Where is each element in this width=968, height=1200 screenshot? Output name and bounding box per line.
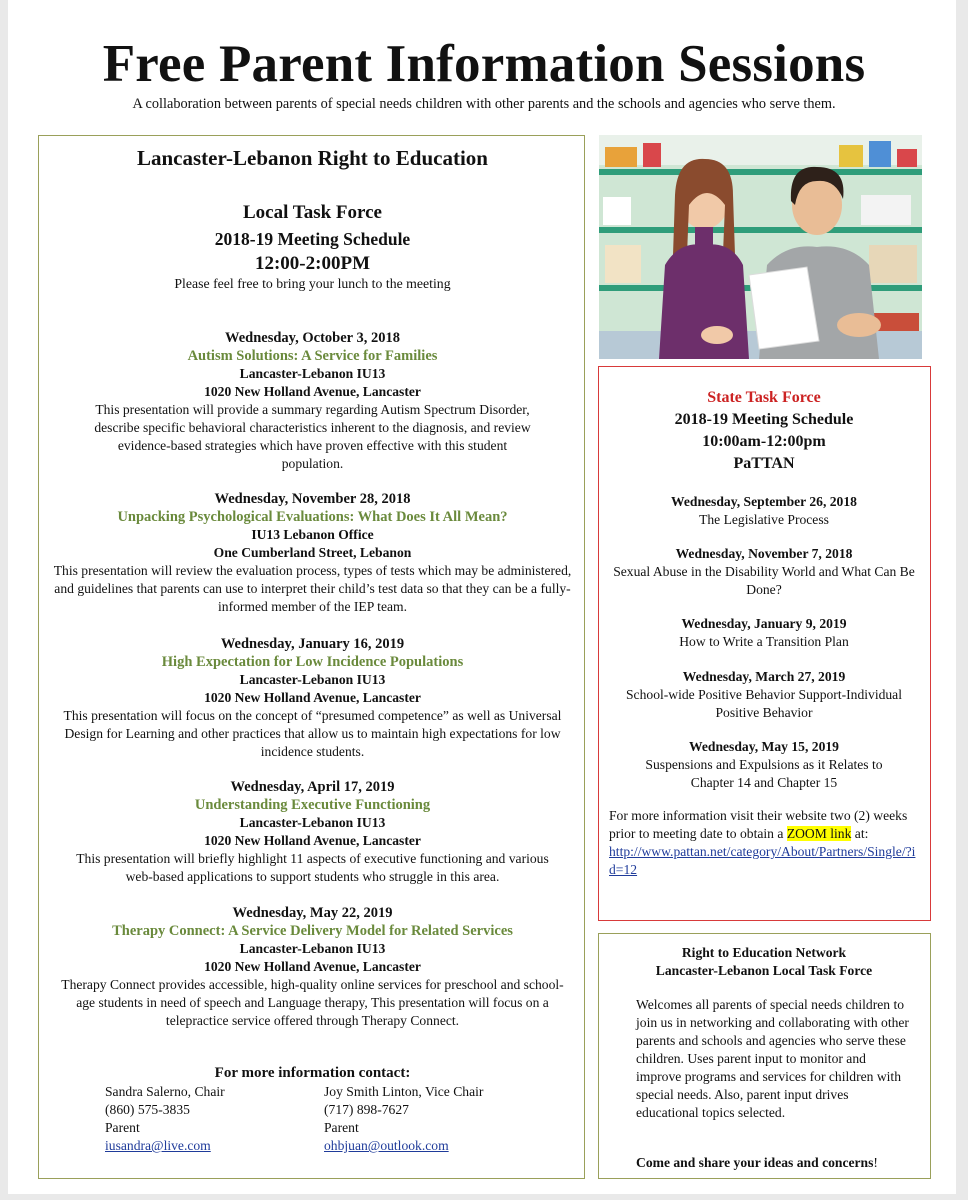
session-address: 1020 New Holland Avenue, Lancaster bbox=[204, 384, 421, 399]
session-venue: Lancaster-Lebanon IU13 bbox=[239, 366, 386, 381]
session-address: One Cumberland Street, Lebanon bbox=[213, 545, 412, 560]
contact-title: For more information contact: bbox=[214, 1065, 411, 1081]
session-item bbox=[53, 490, 572, 616]
page-title: Free Parent Information Sessions bbox=[102, 35, 866, 93]
meeting-topic: School-wide Positive Behavior Support-Individual Positive Behavior bbox=[626, 687, 902, 720]
page-subtitle: A collaboration between parents of special needs children with other parents and the schools and agencies who serve them. bbox=[132, 96, 836, 112]
state-title: State Task Force bbox=[707, 389, 821, 406]
info-suffix: at: bbox=[854, 826, 869, 841]
network-box bbox=[598, 933, 931, 1179]
parents-photo bbox=[599, 135, 922, 359]
session-venue: Lancaster-Lebanon IU13 bbox=[239, 672, 386, 687]
contact-role: Parent bbox=[324, 1120, 359, 1135]
local-group-heading: Local Task Force bbox=[243, 202, 382, 223]
network-description: Welcomes all parents of special needs children to join us in networking and collaborating with other parents and schools and agencies who serve these children. Uses parent input to monitor and improve programs and services for children with special needs. Also, parent input drives educational topics selected. bbox=[636, 997, 909, 1120]
session-description: This presentation will provide a summary regarding Autism Spectrum Disorder, describe specific behavioral characteristics inherent to the diagnosis, and review evidence-based strategies which have proven effective with this student population. bbox=[94, 402, 531, 471]
session-date: Wednesday, May 22, 2019 bbox=[232, 905, 393, 921]
meeting-date: Wednesday, March 27, 2019 bbox=[682, 669, 846, 684]
closing-punct: ! bbox=[873, 1155, 878, 1170]
page-edge-right bbox=[956, 0, 968, 1200]
contact-phone: (860) 575-3835 bbox=[105, 1102, 190, 1117]
page-edge-left bbox=[0, 0, 8, 1200]
session-date: Wednesday, April 17, 2019 bbox=[230, 779, 395, 795]
state-meeting bbox=[599, 738, 929, 792]
network-title-line1: Right to Education Network bbox=[681, 945, 847, 960]
session-topic: High Expectation for Low Incidence Populations bbox=[161, 654, 464, 670]
state-meeting bbox=[599, 668, 929, 722]
session-item bbox=[53, 904, 572, 1030]
meeting-date: Wednesday, November 7, 2018 bbox=[675, 546, 853, 561]
session-address: 1020 New Holland Avenue, Lancaster bbox=[204, 833, 421, 848]
state-venue: PaTTAN bbox=[733, 455, 795, 472]
contact-name: Joy Smith Linton, Vice Chair bbox=[324, 1084, 484, 1099]
session-topic: Understanding Executive Functioning bbox=[194, 797, 431, 813]
info-text: For more information visit their website two (2) weeks prior to meeting date to obtain a bbox=[609, 808, 908, 841]
contact-email-link[interactable]: iusandra@live.com bbox=[105, 1138, 211, 1153]
meeting-date: Wednesday, January 9, 2019 bbox=[681, 616, 847, 631]
meeting-topic: The Legislative Process bbox=[699, 512, 829, 527]
session-address: 1020 New Holland Avenue, Lancaster bbox=[204, 959, 421, 974]
session-address: 1020 New Holland Avenue, Lancaster bbox=[204, 690, 421, 705]
session-topic: Autism Solutions: A Service for Families bbox=[187, 348, 438, 364]
session-description: This presentation will focus on the concept of “presumed competence” as well as Universal Design for Learning and other practices that allow us to maintain high expectations for low incidence students. bbox=[63, 708, 562, 759]
session-description: Therapy Connect provides accessible, high-quality online services for preschool and school-age students in need of speech and Language therapy, This presentation will focus on a telepractice service offered through Therapy Connect. bbox=[61, 977, 564, 1028]
session-topic: Unpacking Psychological Evaluations: What Does It All Mean? bbox=[117, 509, 508, 525]
meeting-topic: How to Write a Transition Plan bbox=[679, 634, 849, 649]
state-more-info bbox=[609, 807, 921, 879]
session-venue: IU13 Lebanon Office bbox=[251, 527, 374, 542]
org-heading: Lancaster-Lebanon Right to Education bbox=[136, 146, 488, 170]
session-item bbox=[53, 778, 572, 886]
state-meeting bbox=[599, 545, 929, 599]
meeting-topic: Suspensions and Expulsions as it Relates to Chapter 14 and Chapter 15 bbox=[645, 757, 883, 790]
contact-name: Sandra Salerno, Chair bbox=[105, 1084, 225, 1099]
local-schedule-heading: 2018-19 Meeting Schedule bbox=[214, 229, 411, 249]
session-date: Wednesday, October 3, 2018 bbox=[225, 330, 400, 346]
network-title-line2: Lancaster-Lebanon Local Task Force bbox=[655, 963, 873, 978]
session-item bbox=[53, 635, 572, 761]
session-venue: Lancaster-Lebanon IU13 bbox=[239, 941, 386, 956]
photo-illustration bbox=[599, 135, 922, 359]
network-closing bbox=[636, 1154, 921, 1172]
contact-role: Parent bbox=[105, 1120, 140, 1135]
state-time: 10:00am-12:00pm bbox=[702, 433, 826, 450]
state-schedule: 2018-19 Meeting Schedule bbox=[674, 411, 854, 428]
state-task-force-box bbox=[598, 366, 931, 921]
session-description: This presentation will review the evaluation process, types of tests which may be administered, and guidelines that parents can use to interpret their child’s test data so that they can be a fully-informed member of the IEP team. bbox=[53, 563, 572, 614]
local-time: 12:00-2:00PM bbox=[254, 253, 371, 274]
meeting-topic: Sexual Abuse in the Disability World and What Can Be Done? bbox=[613, 564, 915, 597]
session-topic: Therapy Connect: A Service Delivery Model for Related Services bbox=[112, 923, 513, 939]
contact-vice-chair bbox=[324, 1083, 534, 1155]
zoom-link-highlight: ZOOM link bbox=[786, 826, 852, 841]
meeting-date: Wednesday, May 15, 2019 bbox=[689, 739, 839, 754]
contact-chair bbox=[105, 1083, 315, 1155]
session-date: Wednesday, January 16, 2019 bbox=[220, 636, 405, 652]
contact-email-link[interactable]: ohbjuan@outlook.com bbox=[324, 1138, 449, 1153]
state-meeting bbox=[599, 493, 929, 529]
pattan-url-link[interactable]: http://www.pattan.net/category/About/Partners/Single/?id=12 bbox=[609, 844, 916, 877]
session-venue: Lancaster-Lebanon IU13 bbox=[239, 815, 386, 830]
meeting-date: Wednesday, September 26, 2018 bbox=[671, 494, 857, 509]
local-task-force-box bbox=[38, 135, 585, 1179]
state-meeting bbox=[599, 615, 929, 651]
session-description: This presentation will briefly highlight 11 aspects of executive functioning and various web-based applications to support students who struggle in this area. bbox=[76, 851, 549, 884]
session-date: Wednesday, November 28, 2018 bbox=[214, 491, 411, 507]
contact-phone: (717) 898-7627 bbox=[324, 1102, 409, 1117]
network-title bbox=[599, 944, 929, 980]
lunch-note: Please feel free to bring your lunch to the meeting bbox=[174, 276, 451, 291]
page-edge-bottom bbox=[0, 1194, 968, 1200]
session-item bbox=[53, 329, 572, 473]
closing-text: Come and share your ideas and concerns bbox=[636, 1155, 874, 1170]
